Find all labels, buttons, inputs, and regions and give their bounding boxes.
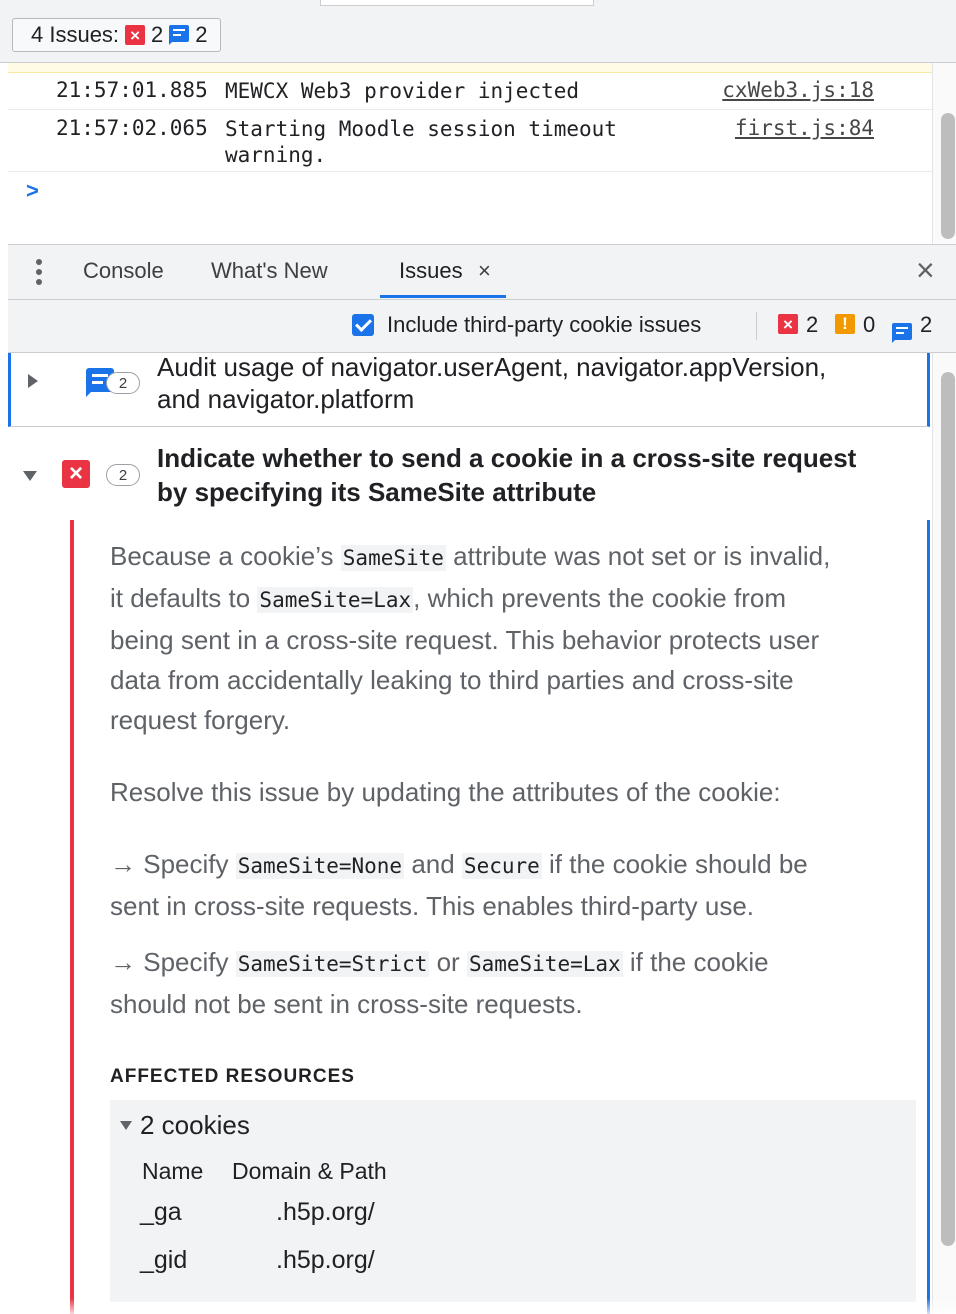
issue-title-line[interactable]: Audit usage of navigator.userAgent, navigator.appVersion, — [157, 352, 827, 382]
cookies-toggle[interactable] — [120, 1110, 250, 1141]
tab-console[interactable]: Console — [83, 258, 164, 283]
arrow-icon: → — [110, 849, 136, 879]
code-secure: Secure — [463, 854, 540, 878]
cookies-count-label[interactable]: 2 cookies — [140, 1110, 250, 1140]
cookie-name: _ga — [140, 1198, 182, 1226]
issue-description-line: Because a cookie’s SameSite attribute was not set or is invalid, — [110, 541, 831, 571]
column-header-domain: Domain & Path — [232, 1158, 387, 1184]
log-source-link[interactable]: first.js:84 — [734, 116, 874, 140]
issue-title-line[interactable]: by specifying its SameSite attribute — [157, 477, 597, 507]
console-row — [8, 72, 932, 110]
tab-whats-new[interactable]: What's New — [211, 258, 328, 283]
column-header-name: Name — [142, 1158, 204, 1184]
issue-description-line: data from accidentally leaking to third parties and cross-site — [110, 665, 794, 695]
error-icon: × — [778, 314, 798, 334]
code-samesite-strict: SameSite=Strict — [237, 952, 428, 976]
cookie-name: _gid — [140, 1246, 188, 1274]
code-samesite: SameSite — [342, 546, 444, 570]
error-icon: × — [125, 25, 145, 45]
collapse-arrow-icon[interactable] — [120, 1121, 132, 1130]
issue-count-badge: 2 — [106, 464, 140, 486]
drawer-close-icon[interactable]: × — [916, 252, 935, 288]
issue-description-line: it defaults to SameSite=Lax, which prevents the cookie from — [110, 583, 786, 613]
issues-count-button[interactable] — [12, 18, 221, 52]
error-issue-icon: × — [62, 460, 90, 488]
code-samesite-lax: SameSite=Lax — [259, 588, 412, 612]
toolbar-divider — [756, 312, 757, 340]
info-count: 2 — [195, 22, 208, 47]
log-source-link[interactable]: cxWeb3.js:18 — [722, 78, 874, 102]
resolve-instruction: Resolve this issue by updating the attributes of the cookie: — [110, 777, 781, 807]
code-samesite-none: SameSite=None — [237, 854, 403, 878]
resolution-option: → Specify SameSite=None and Secure if the cookie should be — [110, 849, 808, 879]
arrow-icon: → — [110, 947, 136, 977]
code-samesite-lax: SameSite=Lax — [468, 952, 621, 976]
toolbar-error-count: 2 — [806, 312, 819, 337]
cookie-domain: .h5p.org/ — [276, 1246, 375, 1274]
info-icon — [169, 25, 189, 45]
resolution-option-cont: should not be sent in cross-site requests. — [110, 989, 583, 1019]
resolution-option-cont: sent in cross-site requests. This enables third-party use. — [110, 891, 755, 921]
more-options-icon[interactable] — [36, 259, 42, 287]
info-icon — [892, 323, 912, 343]
issue-description-line: request forgery. — [110, 705, 291, 735]
issue-title-line[interactable]: Indicate whether to send a cookie in a cross-site request — [157, 443, 857, 473]
affected-resources-heading: AFFECTED RESOURCES — [110, 1066, 355, 1087]
filter-input[interactable] — [320, 0, 594, 6]
tab-close-icon[interactable]: × — [478, 258, 491, 283]
issue-description-line: being sent in a cross-site request. This behavior protects user — [110, 625, 820, 655]
issue-severity-bar — [70, 520, 74, 1314]
log-message: Starting Moodle session timeout warning. — [225, 117, 617, 167]
tab-issues[interactable]: Issues — [399, 258, 463, 283]
issues-scroll-thumb[interactable] — [941, 372, 955, 1246]
log-message: MEWCX Web3 provider injected — [225, 79, 580, 103]
toolbar-info-count: 2 — [920, 312, 933, 337]
issue-title-line[interactable]: and navigator.platform — [157, 384, 415, 414]
console-prompt[interactable]: > — [26, 178, 39, 203]
expand-arrow-icon[interactable] — [28, 374, 38, 388]
error-count: 2 — [151, 22, 164, 47]
cookie-domain: .h5p.org/ — [276, 1198, 375, 1226]
third-party-cookie-checkbox[interactable] — [352, 314, 374, 336]
third-party-cookie-label[interactable]: Include third-party cookie issues — [387, 312, 702, 337]
console-scroll-thumb[interactable] — [941, 113, 955, 239]
console-row — [8, 110, 932, 172]
toolbar-warning-count: 0 — [863, 312, 876, 337]
warning-icon: ! — [835, 314, 855, 334]
issues-count-label: 4 Issues: — [31, 22, 120, 47]
active-tab-indicator — [380, 295, 506, 298]
log-timestamp: 21:57:01.885 — [56, 78, 208, 102]
bottom-fade — [0, 1298, 956, 1314]
resolution-option: → Specify SameSite=Strict or SameSite=Lax if the cookie — [110, 947, 769, 977]
collapse-arrow-icon[interactable] — [23, 471, 37, 481]
log-timestamp: 21:57:02.065 — [56, 116, 208, 140]
issue-count-badge: 2 — [106, 372, 140, 394]
